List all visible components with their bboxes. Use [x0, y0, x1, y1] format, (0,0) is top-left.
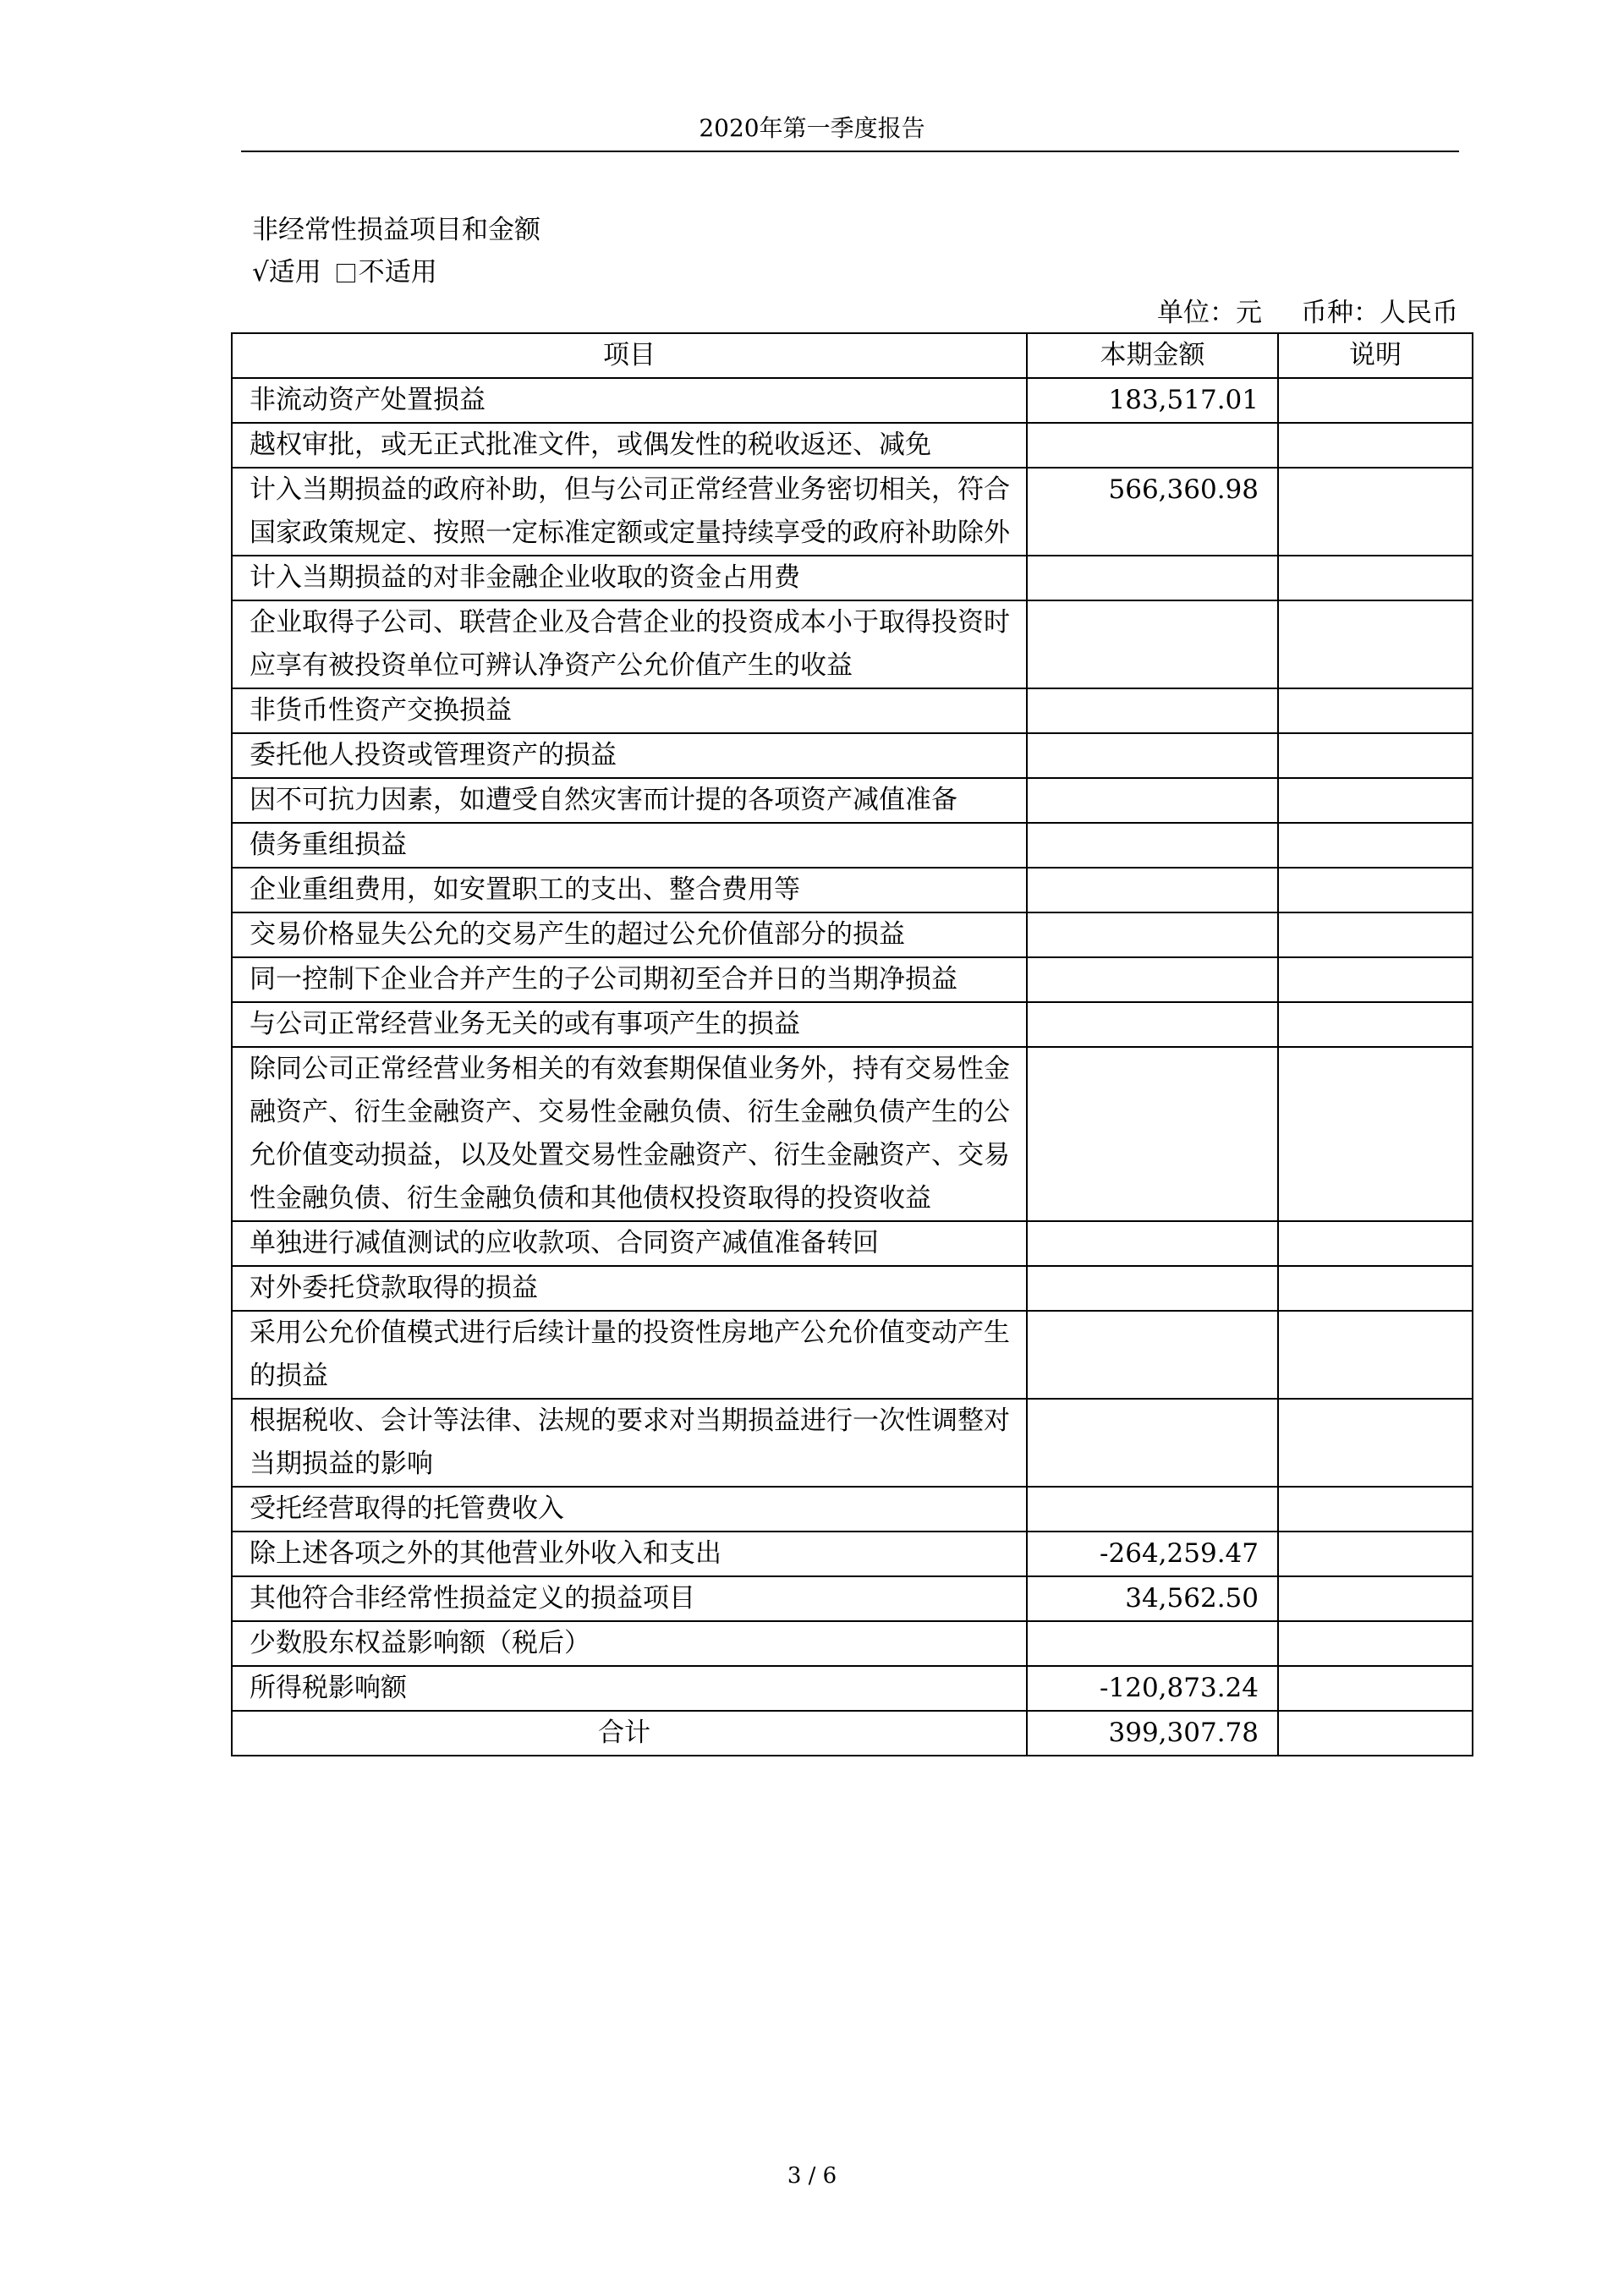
- applicability-options: [252, 254, 437, 291]
- item-cell: 委托他人投资或管理资产的损益: [232, 733, 1027, 778]
- unit-label: 单位：元: [1157, 298, 1262, 328]
- page-number: 3 / 6: [787, 2163, 837, 2189]
- table-row: [232, 1311, 1473, 1399]
- table-row: [232, 1487, 1473, 1532]
- table-row: [232, 1532, 1473, 1576]
- total-note-cell: [1278, 1711, 1473, 1756]
- table-row: [232, 1399, 1473, 1487]
- item-cell: 越权审批，或无正式批准文件，或偶发性的税收返还、减免: [232, 423, 1027, 468]
- note-cell: [1278, 1487, 1473, 1532]
- unit-currency-line: [1157, 294, 1458, 332]
- amount-cell: 566,360.98: [1027, 468, 1278, 556]
- amount-cell: 34,562.50: [1027, 1576, 1278, 1621]
- item-cell: 债务重组损益: [232, 823, 1027, 868]
- amount-cell: [1027, 912, 1278, 957]
- amount-cell: [1027, 1621, 1278, 1666]
- item-cell: 根据税收、会计等法律、法规的要求对当期损益进行一次性调整对当期损益的影响: [232, 1399, 1027, 1487]
- currency-label: 币种：人民币: [1301, 298, 1458, 328]
- column-header-item: 项目: [232, 333, 1027, 378]
- amount-cell: [1027, 1266, 1278, 1311]
- item-cell: 少数股东权益影响额（税后）: [232, 1621, 1027, 1666]
- amount-cell: -264,259.47: [1027, 1532, 1278, 1576]
- table-header-row: [232, 333, 1473, 378]
- item-cell: 除同公司正常经营业务相关的有效套期保值业务外，持有交易性金融资产、衍生金融资产、交易性金融负债、衍生金融负债产生的公允价值变动损益，以及处置交易性金融资产、衍生金融资产、交易性金融负债、衍生金融负债和其他债权投资取得的投资收益: [232, 1047, 1027, 1221]
- not-applicable-label: 不适用: [358, 257, 437, 288]
- item-cell: 非流动资产处置损益: [232, 378, 1027, 423]
- table-row: [232, 1266, 1473, 1311]
- table-row: [232, 378, 1473, 423]
- note-cell: [1278, 1266, 1473, 1311]
- total-row: [232, 1711, 1473, 1756]
- item-cell: 受托经营取得的托管费收入: [232, 1487, 1027, 1532]
- item-cell: 除上述各项之外的其他营业外收入和支出: [232, 1532, 1027, 1576]
- item-cell: 交易价格显失公允的交易产生的超过公允价值部分的损益: [232, 912, 1027, 957]
- amount-cell: [1027, 556, 1278, 600]
- amount-cell: [1027, 1311, 1278, 1399]
- note-cell: [1278, 823, 1473, 868]
- note-cell: [1278, 1576, 1473, 1621]
- applicable-label: 适用: [268, 257, 321, 288]
- total-label-cell: 合计: [232, 1711, 1027, 1756]
- amount-cell: 183,517.01: [1027, 378, 1278, 423]
- table-row: [232, 868, 1473, 912]
- table-row: [232, 1002, 1473, 1047]
- amount-cell: [1027, 688, 1278, 733]
- table-body: [232, 378, 1473, 1756]
- item-cell: 因不可抗力因素，如遭受自然灾害而计提的各项资产减值准备: [232, 778, 1027, 823]
- amount-cell: [1027, 1487, 1278, 1532]
- note-cell: [1278, 688, 1473, 733]
- item-cell: 同一控制下企业合并产生的子公司期初至合并日的当期净损益: [232, 957, 1027, 1002]
- total-amount-cell: 399,307.78: [1027, 1711, 1278, 1756]
- table-row: [232, 1047, 1473, 1221]
- amount-cell: [1027, 1399, 1278, 1487]
- item-cell: 对外委托贷款取得的损益: [232, 1266, 1027, 1311]
- note-cell: [1278, 733, 1473, 778]
- column-header-amount: 本期金额: [1027, 333, 1278, 378]
- table-row: [232, 912, 1473, 957]
- item-cell: 所得税影响额: [232, 1666, 1027, 1711]
- table-row: [232, 957, 1473, 1002]
- table-row: [232, 468, 1473, 556]
- item-cell: 单独进行减值测试的应收款项、合同资产减值准备转回: [232, 1221, 1027, 1266]
- note-cell: [1278, 778, 1473, 823]
- table-row: [232, 1576, 1473, 1621]
- note-cell: [1278, 600, 1473, 688]
- item-cell: 计入当期损益的政府补助，但与公司正常经营业务密切相关，符合国家政策规定、按照一定标准定额或定量持续享受的政府补助除外: [232, 468, 1027, 556]
- table-row: [232, 733, 1473, 778]
- amount-cell: [1027, 957, 1278, 1002]
- column-header-note: 说明: [1278, 333, 1473, 378]
- report-title: 2020年第一季度报告: [699, 114, 925, 142]
- note-cell: [1278, 468, 1473, 556]
- amount-cell: [1027, 733, 1278, 778]
- amount-cell: [1027, 1047, 1278, 1221]
- table-row: [232, 1666, 1473, 1711]
- note-cell: [1278, 868, 1473, 912]
- note-cell: [1278, 423, 1473, 468]
- note-cell: [1278, 1221, 1473, 1266]
- table-row: [232, 423, 1473, 468]
- table-row: [232, 688, 1473, 733]
- amount-cell: [1027, 823, 1278, 868]
- table-row: [232, 600, 1473, 688]
- table-row: [232, 1621, 1473, 1666]
- section-title: 非经常性损益项目和金额: [252, 215, 540, 245]
- item-cell: 其他符合非经常性损益定义的损益项目: [232, 1576, 1027, 1621]
- amount-cell: -120,873.24: [1027, 1666, 1278, 1711]
- item-cell: 非货币性资产交换损益: [232, 688, 1027, 733]
- note-cell: [1278, 1002, 1473, 1047]
- item-cell: 采用公允价值模式进行后续计量的投资性房地产公允价值变动产生的损益: [232, 1311, 1027, 1399]
- amount-cell: [1027, 600, 1278, 688]
- note-cell: [1278, 1047, 1473, 1221]
- table-row: [232, 778, 1473, 823]
- note-cell: [1278, 556, 1473, 600]
- note-cell: [1278, 1621, 1473, 1666]
- not-applicable-checkbox: [337, 264, 355, 282]
- note-cell: [1278, 1666, 1473, 1711]
- amount-cell: [1027, 778, 1278, 823]
- applicable-check-mark: √: [252, 257, 269, 288]
- note-cell: [1278, 1532, 1473, 1576]
- note-cell: [1278, 912, 1473, 957]
- note-cell: [1278, 378, 1473, 423]
- note-cell: [1278, 1311, 1473, 1399]
- item-cell: 与公司正常经营业务无关的或有事项产生的损益: [232, 1002, 1027, 1047]
- amount-cell: [1027, 1221, 1278, 1266]
- table-row: [232, 823, 1473, 868]
- item-cell: 企业重组费用，如安置职工的支出、整合费用等: [232, 868, 1027, 912]
- non-recurring-gains-table: [231, 332, 1473, 1756]
- amount-cell: [1027, 1002, 1278, 1047]
- note-cell: [1278, 1399, 1473, 1487]
- item-cell: 企业取得子公司、联营企业及合营企业的投资成本小于取得投资时应享有被投资单位可辨认净资产公允价值产生的收益: [232, 600, 1027, 688]
- note-cell: [1278, 957, 1473, 1002]
- header-divider: [241, 151, 1459, 152]
- table-row: [232, 556, 1473, 600]
- item-cell: 计入当期损益的对非金融企业收取的资金占用费: [232, 556, 1027, 600]
- table-row: [232, 1221, 1473, 1266]
- amount-cell: [1027, 423, 1278, 468]
- amount-cell: [1027, 868, 1278, 912]
